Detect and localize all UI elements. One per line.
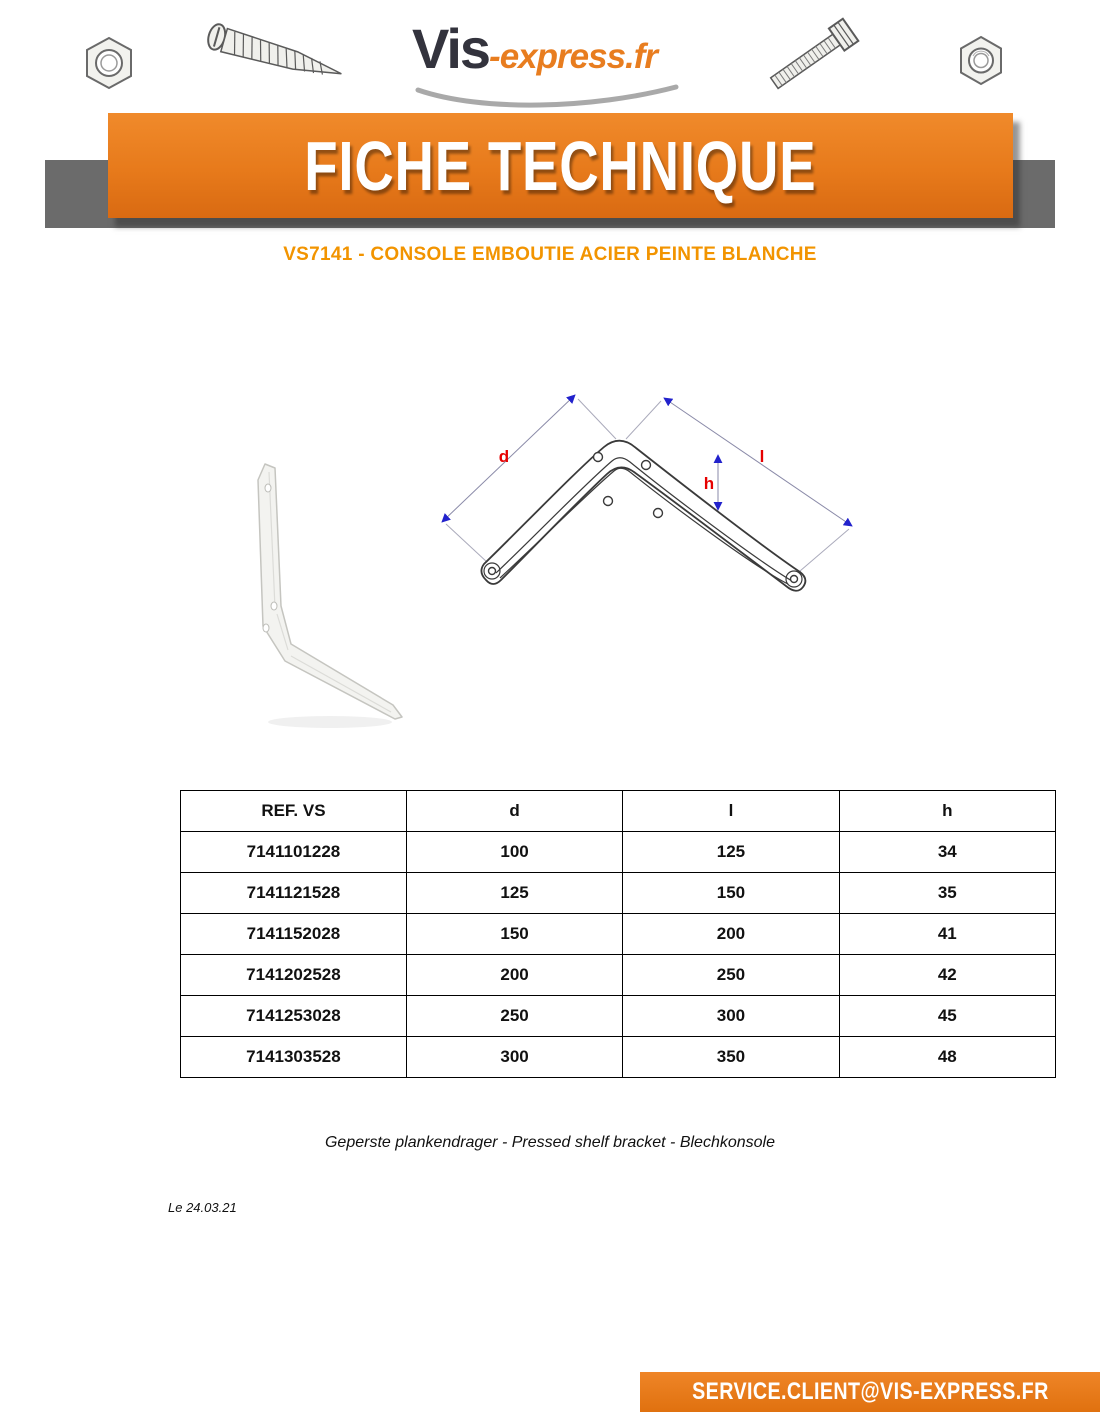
- document-date: Le 24.03.21: [168, 1200, 237, 1215]
- column-header: h: [839, 791, 1055, 832]
- column-header: d: [406, 791, 622, 832]
- value-cell: 48: [839, 1037, 1055, 1078]
- table-row: [181, 832, 1056, 873]
- product-photo: [225, 458, 415, 738]
- column-header: REF. VS: [181, 791, 407, 832]
- value-cell: 200: [406, 955, 622, 996]
- page-title: VS7141 - CONSOLE EMBOUTIE ACIER PEINTE BLANCHE: [283, 244, 817, 265]
- value-cell: 41: [839, 914, 1055, 955]
- table-row: [181, 914, 1056, 955]
- value-cell: 150: [406, 914, 622, 955]
- multilingual-caption: Geperste plankendrager - Pressed shelf bracket - Blechkonsole: [324, 1134, 775, 1151]
- value-cell: 200: [623, 914, 839, 955]
- spec-table: [180, 790, 1056, 1078]
- wood-screw-icon: [200, 16, 352, 99]
- value-cell: 150: [623, 873, 839, 914]
- logo-swoosh: [412, 82, 684, 116]
- value-cell: 35: [839, 873, 1055, 914]
- round-nut-icon: [952, 34, 1010, 93]
- hex-nut-icon: [82, 36, 136, 95]
- dimension-diagram: [428, 383, 868, 613]
- table-row: [181, 996, 1056, 1037]
- ref-cell: 7141121528: [181, 873, 407, 914]
- table-row: [181, 873, 1056, 914]
- spec-table-body: [181, 832, 1056, 1078]
- logo-text-express: -express.fr: [489, 37, 658, 76]
- vis-express-logo: [412, 16, 702, 112]
- value-cell: 125: [623, 832, 839, 873]
- logo-text-vis: Vis: [412, 17, 490, 80]
- service-email[interactable]: SERVICE.CLIENT@VIS-EXPRESS.FR: [691, 1378, 1049, 1405]
- bracket-outline: [481, 441, 805, 591]
- dimension-label-d: d: [498, 447, 510, 466]
- value-cell: 42: [839, 955, 1055, 996]
- table-row: [181, 1037, 1056, 1078]
- ref-cell: 7141303528: [181, 1037, 407, 1078]
- table-row: [181, 955, 1056, 996]
- dimension-label-h: h: [703, 474, 715, 493]
- machine-bolt-icon: [758, 14, 870, 103]
- value-cell: 350: [623, 1037, 839, 1078]
- value-cell: 300: [406, 1037, 622, 1078]
- value-cell: 125: [406, 873, 622, 914]
- dimension-label-l: l: [759, 447, 765, 466]
- ref-cell: 7141253028: [181, 996, 407, 1037]
- banner-title: FICHE TECHNIQUE: [304, 126, 817, 205]
- ref-cell: 7141202528: [181, 955, 407, 996]
- footer-bar: [640, 1372, 1100, 1412]
- value-cell: 100: [406, 832, 622, 873]
- spec-table-head-row: [181, 791, 1056, 832]
- fiche-technique-banner: [108, 113, 1013, 218]
- ref-cell: 7141101228: [181, 832, 407, 873]
- ref-cell: 7141152028: [181, 914, 407, 955]
- value-cell: 45: [839, 996, 1055, 1037]
- value-cell: 250: [406, 996, 622, 1037]
- value-cell: 34: [839, 832, 1055, 873]
- value-cell: 300: [623, 996, 839, 1037]
- column-header: l: [623, 791, 839, 832]
- value-cell: 250: [623, 955, 839, 996]
